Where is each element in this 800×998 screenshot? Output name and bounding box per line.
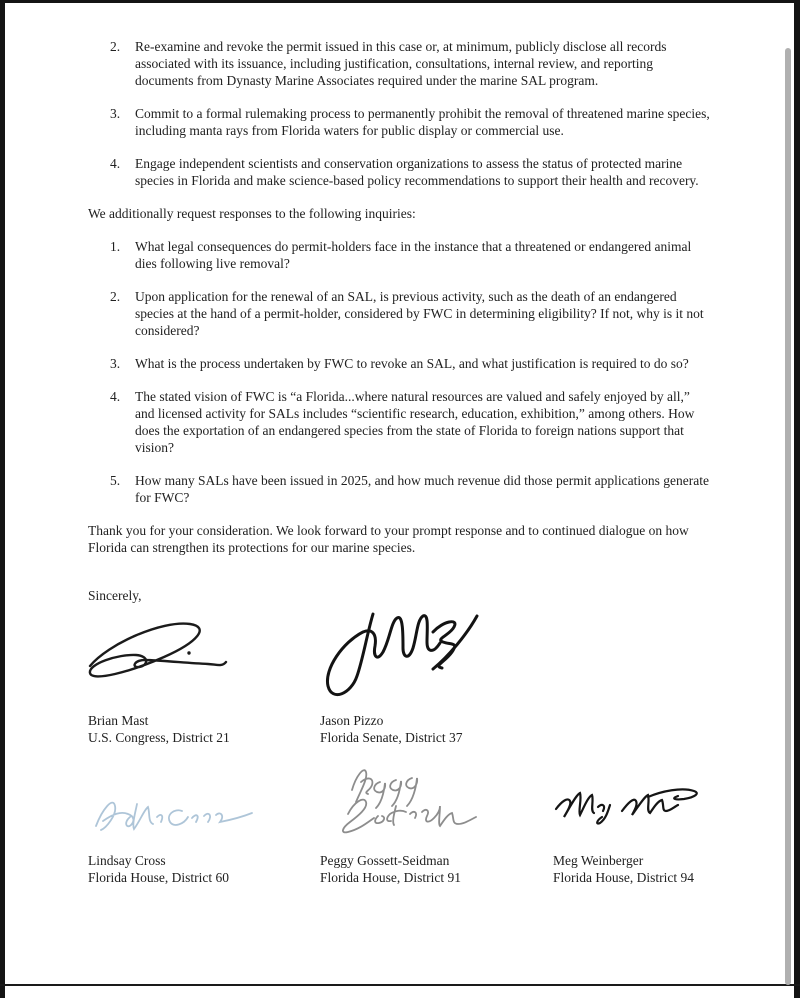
action-item-text: Engage independent scientists and conservation organizations to assess the status of protected marine species in Florida and make science-based policy recommendations to support their health and recovery. xyxy=(135,156,699,188)
brian-mast-signature-dot xyxy=(187,651,190,654)
jason-pizzo-signature-stroke xyxy=(327,614,440,695)
list-number: 4. xyxy=(110,156,121,171)
signature-lindsay-cross xyxy=(90,784,255,832)
closing-paragraph: Thank you for your consideration. We look forward to your prompt response and to continued dialogue on how Florida can strengthen its protections for our marine species. xyxy=(88,523,689,555)
signer-name: Lindsay Cross xyxy=(88,853,166,868)
brian-mast-signature-image xyxy=(84,616,232,682)
inquiry-item-text: The stated vision of FWC is “a Florida...where natural resources are valued and safely enjoyed by all,” and licensed activity for SALs includes “scientific research, education, exhibition,” among others. How does the exportation of an endangered species from the state of Florida to foreign nations support that vision? xyxy=(135,389,695,455)
action-items-list xyxy=(88,38,710,189)
list-number: 2. xyxy=(110,39,121,54)
signer-name: Jason Pizzo xyxy=(320,713,384,728)
signature-jason-pizzo xyxy=(315,604,485,704)
signer-title: Florida House, District 91 xyxy=(320,870,461,885)
signer-title: U.S. Congress, District 21 xyxy=(88,730,230,745)
inquiry-item-text: Upon application for the renewal of an SAL, is previous activity, such as the death of an endangered species at the hand of a permit-holder, considered by FWC in determining eligibility? If not, why is it not considered? xyxy=(135,289,704,338)
action-item xyxy=(110,38,710,89)
signer-title: Florida House, District 60 xyxy=(88,870,229,885)
inquiries-intro: We additionally request responses to the following inquiries: xyxy=(88,206,416,221)
inquiry-item xyxy=(110,288,710,339)
meg-weinberger-signature-image xyxy=(552,779,704,827)
action-item xyxy=(110,155,710,189)
action-item xyxy=(110,105,710,139)
signer-name: Meg Weinberger xyxy=(553,853,644,868)
list-number: 5. xyxy=(110,473,121,488)
signature-meg-weinberger xyxy=(552,779,704,827)
list-number: 3. xyxy=(110,106,121,121)
inquiry-item xyxy=(110,388,710,456)
frame-right-bar xyxy=(794,0,800,998)
signer-name: Peggy Gossett-Seidman xyxy=(320,853,450,868)
signer-title: Florida House, District 94 xyxy=(553,870,694,885)
list-number: 4. xyxy=(110,389,121,404)
lindsay-cross-signature-image xyxy=(90,784,255,832)
scrollbar-thumb[interactable] xyxy=(785,48,791,985)
signature-peggy-gossett-seidman xyxy=(328,762,503,840)
signer-title: Florida Senate, District 37 xyxy=(320,730,463,745)
inquiry-item-text: What is the process undertaken by FWC to revoke an SAL, and what justification is required to do so? xyxy=(135,356,689,371)
list-number: 1. xyxy=(110,239,121,254)
signer-identity xyxy=(88,852,229,886)
meg-signature-stroke-first xyxy=(556,793,610,824)
signer-name: Brian Mast xyxy=(88,713,149,728)
inquiry-item-text: What legal consequences do permit-holders face in the instance that a threatened or endangered animal dies following live removal? xyxy=(135,239,692,271)
peggy-signature-stroke-first xyxy=(352,770,417,808)
frame-bottom-bar xyxy=(0,984,800,986)
action-item-text: Commit to a formal rulemaking process to permanently prohibit the removal of threatened marine species, including manta rays from Florida waters for public display or commercial use. xyxy=(135,106,710,138)
brian-mast-signature-stroke xyxy=(90,624,226,677)
inquiries-list xyxy=(88,238,710,506)
inquiry-item xyxy=(110,238,710,272)
signer-identity xyxy=(553,852,694,886)
inquiry-item xyxy=(110,472,710,506)
signature-brian-mast xyxy=(84,616,232,682)
action-item-text: Re-examine and revoke the permit issued in this case or, at minimum, publicly disclose all records associated with its issuance, including justification, consultations, internal review, and reporting documents from Dynasty Marine Associates required under the marine SAL program. xyxy=(135,39,667,88)
signer-identity xyxy=(88,712,230,746)
inquiry-item-text: How many SALs have been issued in 2025, and how much revenue did those permit applications generate for FWC? xyxy=(135,473,709,505)
list-number: 3. xyxy=(110,356,121,371)
jason-pizzo-signature-image xyxy=(315,604,485,704)
signer-identity xyxy=(320,712,462,746)
signer-identity xyxy=(320,852,461,886)
peggy-gossett-seidman-signature-image xyxy=(328,762,503,840)
signature-block xyxy=(88,612,710,912)
inquiry-item xyxy=(110,355,710,372)
lindsay-cross-signature-stroke xyxy=(96,803,252,830)
valediction: Sincerely, xyxy=(88,588,142,603)
list-number: 2. xyxy=(110,289,121,304)
meg-signature-stroke-second xyxy=(622,789,697,815)
letter-page xyxy=(5,3,785,912)
